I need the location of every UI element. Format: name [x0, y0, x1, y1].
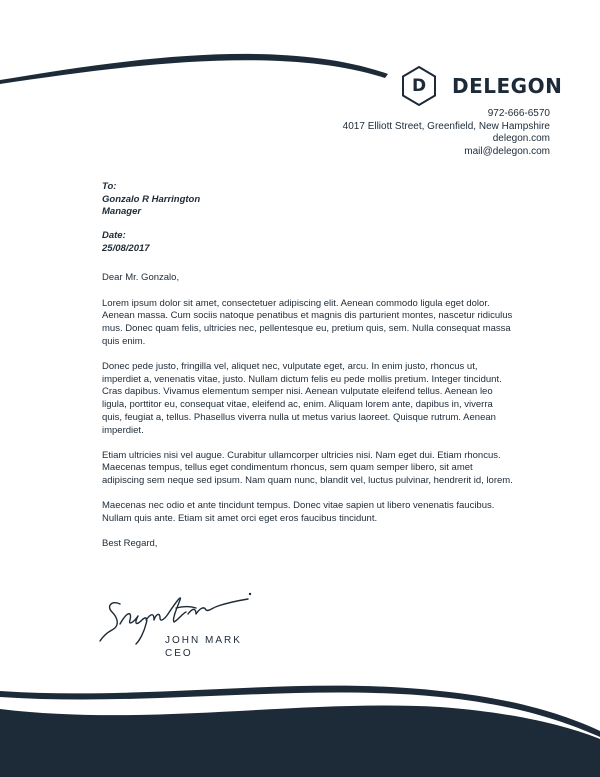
recipient-block: [102, 181, 200, 256]
date-label: Date:: [102, 230, 126, 242]
salutation: Dear Mr. Gonzalo,: [102, 272, 180, 283]
signatory-name: JOHN MARK: [165, 635, 242, 646]
closing: Best Regard,: [102, 538, 158, 550]
recipient-title: Manager: [102, 206, 142, 218]
to-label: To:: [102, 181, 117, 192]
paragraph-1: Lorem ipsum dolor sit amet, consectetuer adipiscing elit. Aenean commodo ligula eget dolor. Aenean massa. Cum sociis natoque penatibus et magnis dis parturient montes, nascetur ridiculus mus. Donec quam felis, ultricies nec, pellentesque eu, pretium quis, sem. Nulla consequat massa quis enim.: [102, 297, 513, 347]
letter-date: 25/08/2017: [102, 242, 150, 254]
signatory-title: CEO: [165, 647, 193, 659]
signatory: [165, 635, 242, 660]
contact-email: mail@delegon.com: [464, 145, 550, 157]
recipient-name: Gonzalo R Harrington: [102, 193, 201, 205]
paragraph-2: Donec pede justo, fringilla vel, aliquet nec, vulputate eget, arcu. In enim justo, rhoncus ut, imperdiet a, venenatis vitae, justo. Nullam dictum felis eu pede mollis pretium. Integer tincidunt. Cras dapibus. Vivamus elementum semper nisi. Aenean vulputate eleifend tellus. Aenean leo ligula, porttitor eu, consequat vitae, eleifend ac, enim. Aliquam lorem ante, dapibus in, viverra quis, feugiat a, tellus. Phasellus viverra nulla ut metus varius laoreet. Quisque rutrum. Aenean imperdiet.: [102, 361, 502, 436]
bottom-wave-decoration: [0, 665, 600, 777]
contact-website: delegon.com: [492, 133, 550, 145]
paragraph-4: Maecenas nec odio et ante tincidunt tempus. Donec vitae sapien ut libero venenatis faucibus. Nullam quis ante. Etiam sit amet orci eget eros faucibus tincidunt.: [102, 500, 495, 525]
letter-body: [102, 272, 514, 563]
contact-phone: 972-666-6570: [487, 108, 550, 119]
contact-address: 4017 Elliott Street, Greenfield, New Hampshire: [342, 120, 550, 132]
contact-block: [343, 108, 550, 158]
paragraph-3: Etiam ultricies nisi vel augue. Curabitur ullamcorper ultricies nisi. Nam eget dui. Etiam rhoncus. Maecenas tempus, tellus eget condimentum rhoncus, sem quam semper libero, sit amet adipiscing sem neque sed ipsum. Nam quam nunc, blandit vel, luctus pulvinar, hendrerit id, lorem.: [102, 449, 513, 487]
company-name: DELEGON: [452, 74, 563, 98]
hexagon-logo-icon: [400, 65, 438, 107]
logo-letter: D: [411, 76, 427, 96]
company-logo: [400, 65, 562, 107]
